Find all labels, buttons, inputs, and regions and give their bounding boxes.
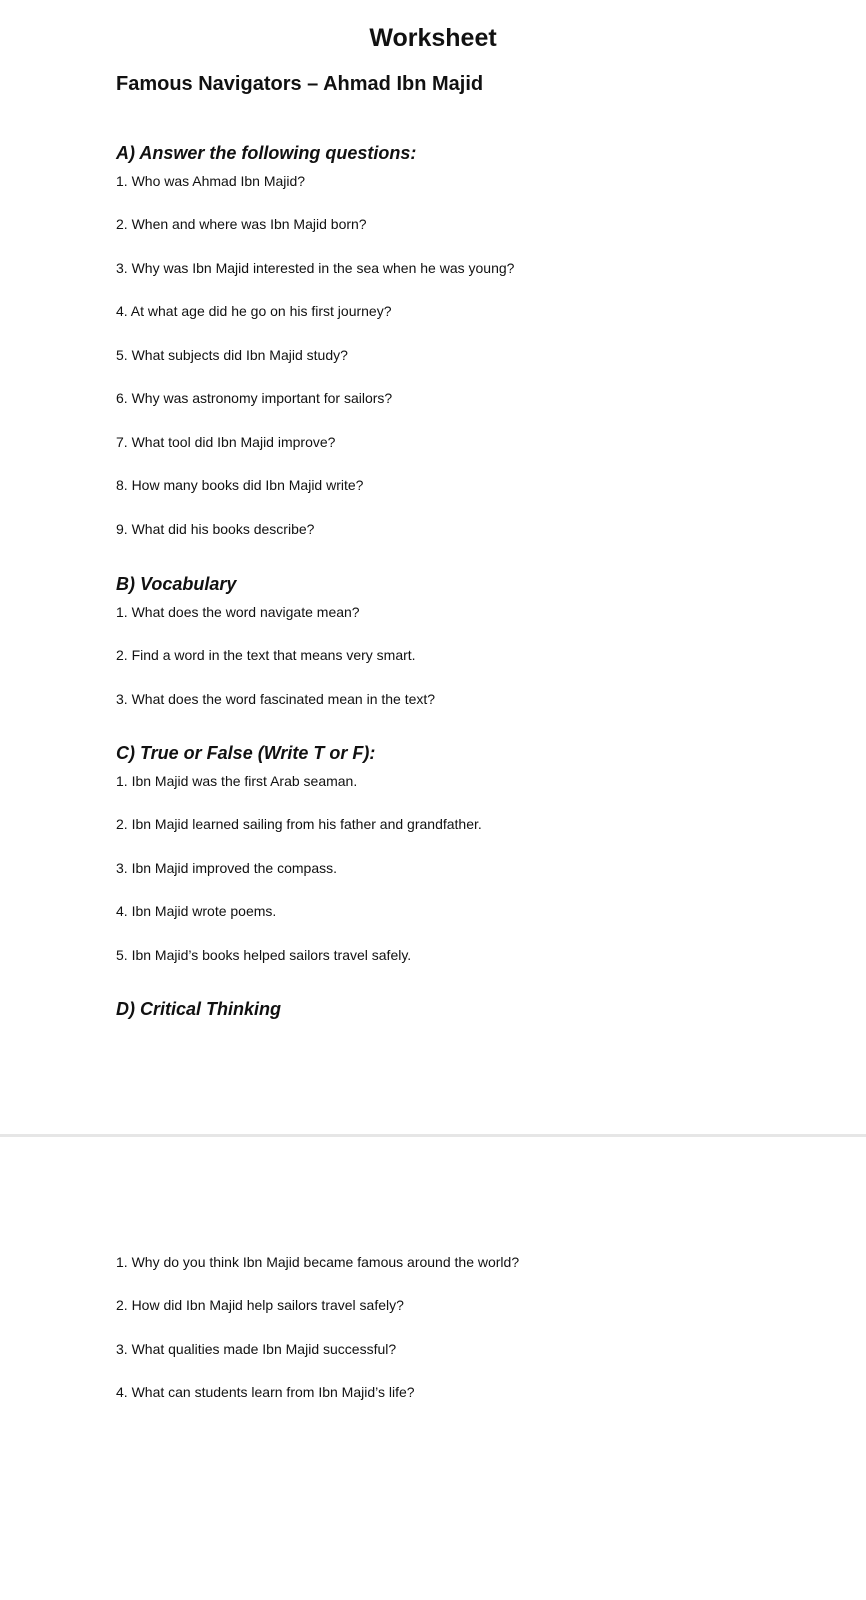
section-d-question-3: 3. What qualities made Ibn Majid successful? bbox=[116, 1341, 397, 1357]
section-c-statement-4: 4. Ibn Majid wrote poems. bbox=[116, 903, 277, 919]
section-c-heading: C) True or False (Write T or F): bbox=[116, 743, 376, 763]
worksheet-subtitle: Famous Navigators – Ahmad Ibn Majid bbox=[116, 73, 484, 95]
section-b-question-3: 3. What does the word fascinated mean in the text? bbox=[116, 691, 436, 707]
worksheet-page-2 bbox=[0, 1137, 866, 1600]
section-a-question-3: 3. Why was Ibn Majid interested in the sea when he was young? bbox=[116, 260, 515, 276]
section-a-question-5: 5. What subjects did Ibn Majid study? bbox=[116, 347, 348, 363]
section-d-question-1: 1. Why do you think Ibn Majid became famous around the world? bbox=[116, 1254, 520, 1270]
section-b-question-1: 1. What does the word navigate mean? bbox=[116, 604, 360, 620]
section-a-question-8: 8. How many books did Ibn Majid write? bbox=[116, 477, 364, 493]
section-c-statement-1: 1. Ibn Majid was the first Arab seaman. bbox=[116, 773, 358, 789]
section-a-question-6: 6. Why was astronomy important for sailors? bbox=[116, 390, 393, 406]
section-c-statement-2: 2. Ibn Majid learned sailing from his father and grandfather. bbox=[116, 816, 482, 832]
section-b-heading: B) Vocabulary bbox=[116, 574, 237, 594]
section-d-heading: D) Critical Thinking bbox=[116, 999, 282, 1019]
section-c-statement-5: 5. Ibn Majid’s books helped sailors travel safely. bbox=[116, 947, 412, 963]
section-d-question-2: 2. How did Ibn Majid help sailors travel safely? bbox=[116, 1297, 404, 1313]
section-a-question-7: 7. What tool did Ibn Majid improve? bbox=[116, 434, 336, 450]
section-a-question-2: 2. When and where was Ibn Majid born? bbox=[116, 216, 367, 232]
section-b-question-2: 2. Find a word in the text that means very smart. bbox=[116, 647, 416, 663]
section-d-question-4: 4. What can students learn from Ibn Majid’s life? bbox=[116, 1384, 415, 1400]
section-a-question-1: 1. Who was Ahmad Ibn Majid? bbox=[116, 173, 306, 189]
section-c-statement-3: 3. Ibn Majid improved the compass. bbox=[116, 860, 337, 876]
section-a-question-9: 9. What did his books describe? bbox=[116, 521, 315, 537]
worksheet-title: Worksheet bbox=[369, 24, 497, 52]
section-a-question-4: 4. At what age did he go on his first journey? bbox=[116, 303, 392, 319]
section-a-heading: A) Answer the following questions: bbox=[116, 143, 417, 163]
